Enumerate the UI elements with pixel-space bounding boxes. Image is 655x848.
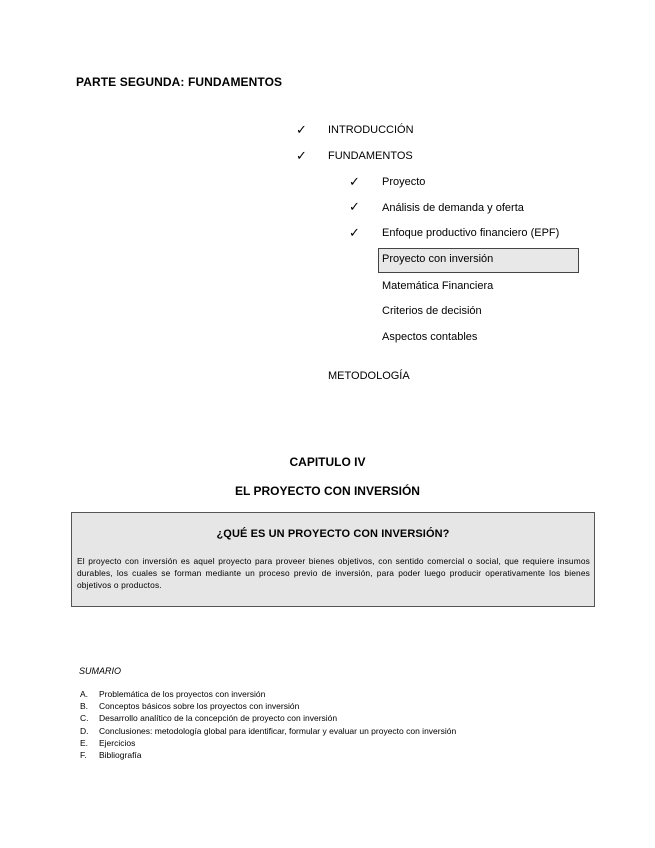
outline-item-enfoque: Enfoque productivo financiero (EPF)	[382, 227, 560, 239]
outline-item-proyecto: Proyecto	[382, 176, 426, 188]
check-icon: ✓	[349, 225, 360, 240]
list-item-letter: E.	[80, 737, 89, 748]
list-item	[80, 749, 456, 761]
list-item	[80, 725, 456, 737]
chapter-title: EL PROYECTO CON INVERSIÓN	[235, 484, 420, 498]
list-item-text: Conceptos básicos sobre los proyectos con inversión	[99, 701, 300, 712]
list-item-text: Bibliografía	[99, 750, 142, 761]
list-item	[80, 737, 456, 749]
list-item-letter: A.	[80, 689, 89, 699]
definition-box	[71, 512, 595, 607]
check-icon: ✓	[296, 148, 307, 163]
check-icon: ✓	[349, 174, 360, 189]
list-item	[80, 700, 456, 712]
list-item-text: Ejercicios	[99, 737, 136, 748]
check-icon: ✓	[349, 199, 360, 214]
definition-question: ¿QUÉ ES UN PROYECTO CON INVERSIÓN?	[216, 528, 450, 540]
list-item	[80, 688, 456, 700]
list-item-letter: C.	[80, 713, 89, 724]
list-item-text: Desarrollo analítico de la concepción de proyecto con inversión	[99, 713, 338, 724]
outline-item-aspectos: Aspectos contables	[382, 331, 478, 343]
outline-item-proyecto-inversion: Proyecto con inversión	[382, 253, 494, 265]
list-item-letter: F.	[80, 750, 87, 761]
outline-item-matematica: Matemática Financiera	[382, 280, 494, 292]
definition-text: El proyecto con inversión es aquel proyecto para proveer bienes objetivos, con sentido comercial o social, que requiere insumos durables, los cuales se forman mediante un proceso previo de inversión, para poder luego producir operativamente los bienes objetivos o productos.	[77, 556, 590, 590]
outline-item-fundamentos: FUNDAMENTOS	[328, 150, 413, 162]
list-item-letter: B.	[80, 701, 89, 712]
check-icon: ✓	[296, 122, 307, 137]
outline-item-metodologia: METODOLOGÍA	[328, 370, 410, 382]
outline-item-criterios: Criterios de decisión	[382, 305, 482, 317]
list-item-letter: D.	[80, 725, 89, 736]
chapter-number: CAPITULO IV	[289, 455, 366, 469]
part-title: PARTE SEGUNDA: FUNDAMENTOS	[76, 75, 283, 89]
summary-list	[80, 688, 456, 761]
outline-item-analisis: Análisis de demanda y oferta	[382, 202, 524, 214]
list-item-text: Conclusiones: metodología global para identificar, formular y evaluar un proyecto con inversión	[99, 725, 457, 736]
outline-item-introduccion: INTRODUCCIÓN	[328, 124, 414, 136]
summary-title: SUMARIO	[79, 666, 122, 676]
list-item-text: Problemática de los proyectos con inversión	[99, 689, 266, 699]
list-item	[80, 712, 456, 724]
